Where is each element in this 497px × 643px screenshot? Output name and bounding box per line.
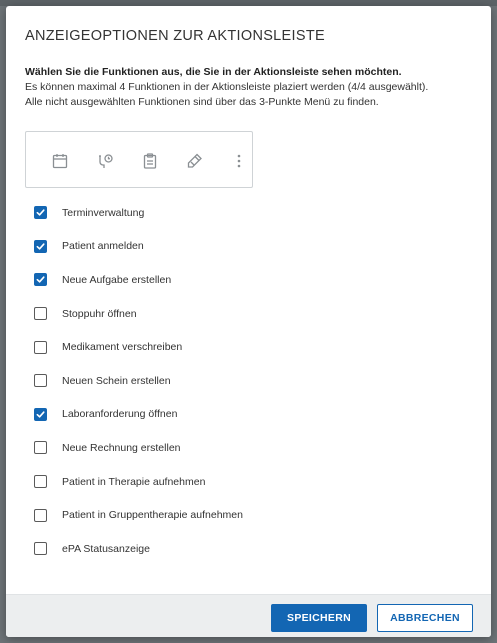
clipboard-task-icon (140, 151, 160, 171)
cancel-button[interactable]: ABBRECHEN (377, 604, 473, 632)
option-row[interactable] (34, 431, 474, 465)
option-label[interactable]: Medikament verschreiben (62, 341, 183, 354)
description-line-menu: Alle nicht ausgewählten Funktionen sind über das 3-Punkte Menü zu finden. (25, 96, 379, 108)
patient-register-icon (95, 151, 115, 171)
dialog-description (25, 65, 485, 110)
option-row[interactable] (34, 230, 474, 264)
option-checkbox[interactable] (34, 441, 47, 454)
checkmark-icon (36, 410, 45, 419)
option-label[interactable]: Stoppuhr öffnen (62, 307, 137, 320)
checkmark-icon (36, 208, 45, 217)
option-label[interactable]: Patient in Gruppentherapie aufnehmen (62, 509, 243, 522)
option-row[interactable] (34, 398, 474, 432)
option-row[interactable] (34, 297, 474, 331)
option-row[interactable] (34, 263, 474, 297)
save-button[interactable]: SPEICHERN (271, 604, 367, 632)
description-bold: Wählen Sie die Funktionen aus, die Sie in der Aktionsleiste sehen möchten. (25, 66, 402, 78)
option-label[interactable]: Neue Rechnung erstellen (62, 441, 181, 454)
dialog-title: ANZEIGEOPTIONEN ZUR AKTIONSLEISTE (25, 28, 325, 44)
option-label[interactable]: Patient in Therapie aufnehmen (62, 475, 206, 488)
option-row[interactable] (34, 330, 474, 364)
lab-order-icon (184, 151, 204, 171)
option-label[interactable]: Neuen Schein erstellen (62, 374, 171, 387)
option-row[interactable] (34, 196, 474, 230)
function-options-list (34, 196, 474, 566)
option-checkbox[interactable] (34, 240, 47, 253)
option-label[interactable]: Terminverwaltung (62, 206, 145, 219)
more-vertical-icon (229, 151, 249, 171)
option-checkbox[interactable] (34, 509, 47, 522)
option-row[interactable] (34, 532, 474, 566)
dialog-footer (6, 594, 491, 637)
checkmark-icon (36, 275, 45, 284)
option-checkbox[interactable] (34, 273, 47, 286)
action-bar-preview (25, 131, 253, 188)
option-checkbox[interactable] (34, 341, 47, 354)
option-checkbox[interactable] (34, 206, 47, 219)
action-bar-options-dialog (6, 6, 491, 637)
checkmark-icon (36, 242, 45, 251)
option-row[interactable] (34, 364, 474, 398)
description-line-limit: Es können maximal 4 Funktionen in der Aktionsleiste plaziert werden (4/4 ausgewählt). (25, 81, 429, 93)
option-checkbox[interactable] (34, 475, 47, 488)
option-checkbox[interactable] (34, 307, 47, 320)
option-row[interactable] (34, 465, 474, 499)
option-label[interactable]: Laboranforderung öffnen (62, 408, 178, 421)
option-label[interactable]: Neue Aufgabe erstellen (62, 273, 172, 286)
option-checkbox[interactable] (34, 408, 47, 421)
option-label[interactable]: Patient anmelden (62, 240, 144, 253)
option-row[interactable] (34, 498, 474, 532)
option-label[interactable]: ePA Statusanzeige (62, 542, 150, 555)
calendar-icon (50, 151, 70, 171)
option-checkbox[interactable] (34, 542, 47, 555)
option-checkbox[interactable] (34, 374, 47, 387)
